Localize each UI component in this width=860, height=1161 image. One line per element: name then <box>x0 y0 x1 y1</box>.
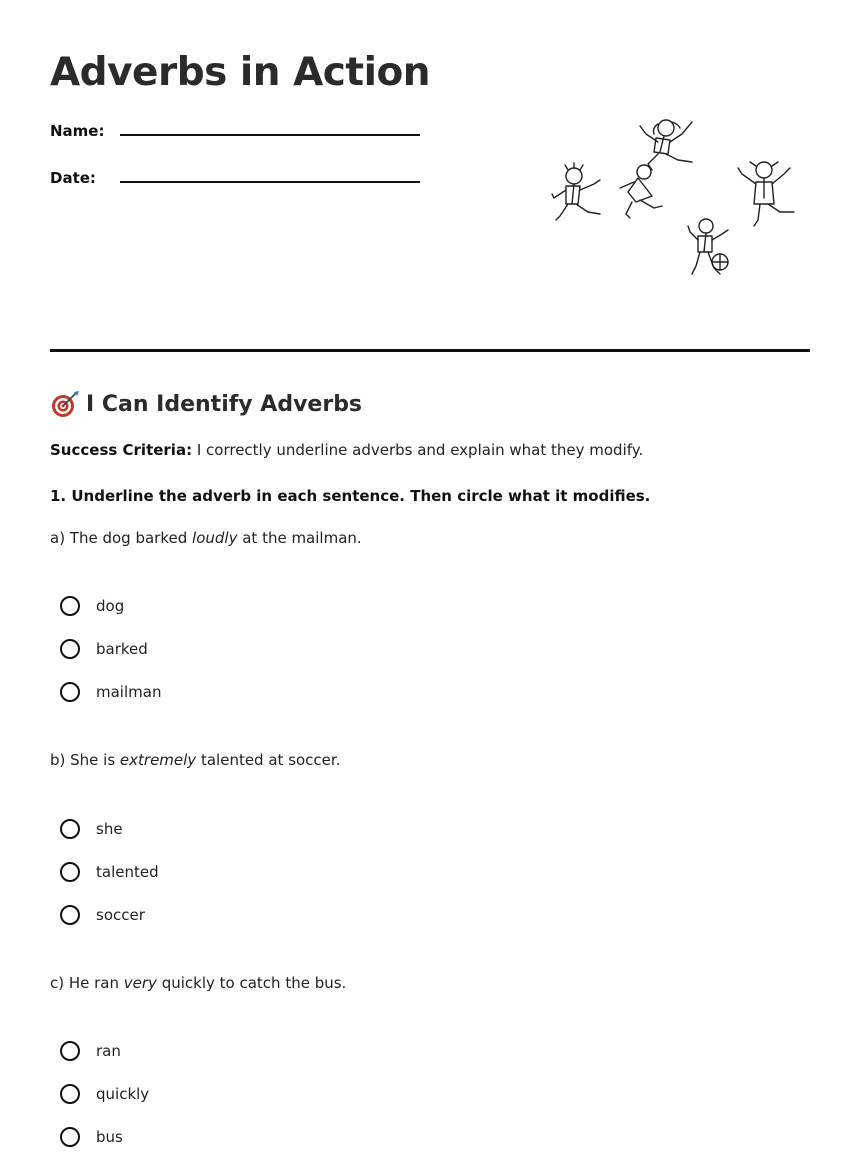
criteria-text: I correctly underline adverbs and explain what they modify. <box>192 441 644 459</box>
option-label: talented <box>96 863 159 881</box>
option-label: barked <box>96 640 148 658</box>
option-a-barked[interactable] <box>60 636 148 662</box>
criteria-label: Success Criteria: <box>50 441 193 459</box>
section-heading-text: I Can Identify Adverbs <box>86 391 363 417</box>
question-prefix: c) He ran <box>50 974 124 992</box>
question-prefix: a) The dog barked <box>50 529 193 547</box>
date-field-row <box>50 169 430 199</box>
question-instruction: 1. Underline the adverb in each sentence. Then circle what it modifies. <box>50 487 651 505</box>
question-adverb: extremely <box>119 751 197 769</box>
question-adverb: loudly <box>192 529 238 547</box>
radio-circle[interactable] <box>60 862 80 882</box>
radio-circle[interactable] <box>60 1041 80 1061</box>
radio-circle[interactable] <box>60 682 80 702</box>
jumping-girl-figure <box>640 120 692 170</box>
option-label: quickly <box>96 1085 150 1103</box>
question-b <box>50 751 340 769</box>
option-c-bus[interactable] <box>60 1124 123 1150</box>
name-field-row <box>50 122 430 152</box>
target-icon <box>50 389 80 419</box>
question-c <box>50 974 346 992</box>
radio-circle[interactable] <box>60 639 80 659</box>
name-label: Name: <box>50 122 105 140</box>
section-heading <box>50 389 362 419</box>
waving-girl-figure <box>738 162 794 226</box>
radio-circle[interactable] <box>60 1127 80 1147</box>
question-suffix: at the mailman. <box>237 529 362 547</box>
option-label: soccer <box>96 906 145 924</box>
question-a <box>50 529 362 547</box>
option-c-quickly[interactable] <box>60 1081 149 1107</box>
option-label: ran <box>96 1042 121 1060</box>
radio-circle[interactable] <box>60 596 80 616</box>
question-suffix: talented at soccer. <box>196 751 341 769</box>
running-boy-figure <box>552 163 600 220</box>
option-b-she[interactable] <box>60 816 123 842</box>
success-criteria <box>50 441 643 459</box>
date-label: Date: <box>50 169 96 187</box>
option-b-soccer[interactable] <box>60 902 145 928</box>
section-divider <box>50 349 810 352</box>
option-label: dog <box>96 597 125 615</box>
option-label: mailman <box>96 683 162 701</box>
question-suffix: quickly to catch the bus. <box>156 974 347 992</box>
date-input[interactable] <box>120 181 420 183</box>
running-child-figure <box>620 165 662 218</box>
option-label: she <box>96 820 123 838</box>
radio-circle[interactable] <box>60 1084 80 1104</box>
option-a-mailman[interactable] <box>60 679 161 705</box>
option-a-dog[interactable] <box>60 593 124 619</box>
children-playing-illustration <box>540 108 800 288</box>
boy-with-ball-figure <box>688 219 728 274</box>
option-b-talented[interactable] <box>60 859 159 885</box>
page-title: Adverbs in Action <box>50 50 430 95</box>
radio-circle[interactable] <box>60 819 80 839</box>
question-adverb: very <box>123 974 157 992</box>
radio-circle[interactable] <box>60 905 80 925</box>
option-label: bus <box>96 1128 123 1146</box>
option-c-ran[interactable] <box>60 1038 121 1064</box>
question-prefix: b) She is <box>50 751 120 769</box>
name-input[interactable] <box>120 134 420 136</box>
